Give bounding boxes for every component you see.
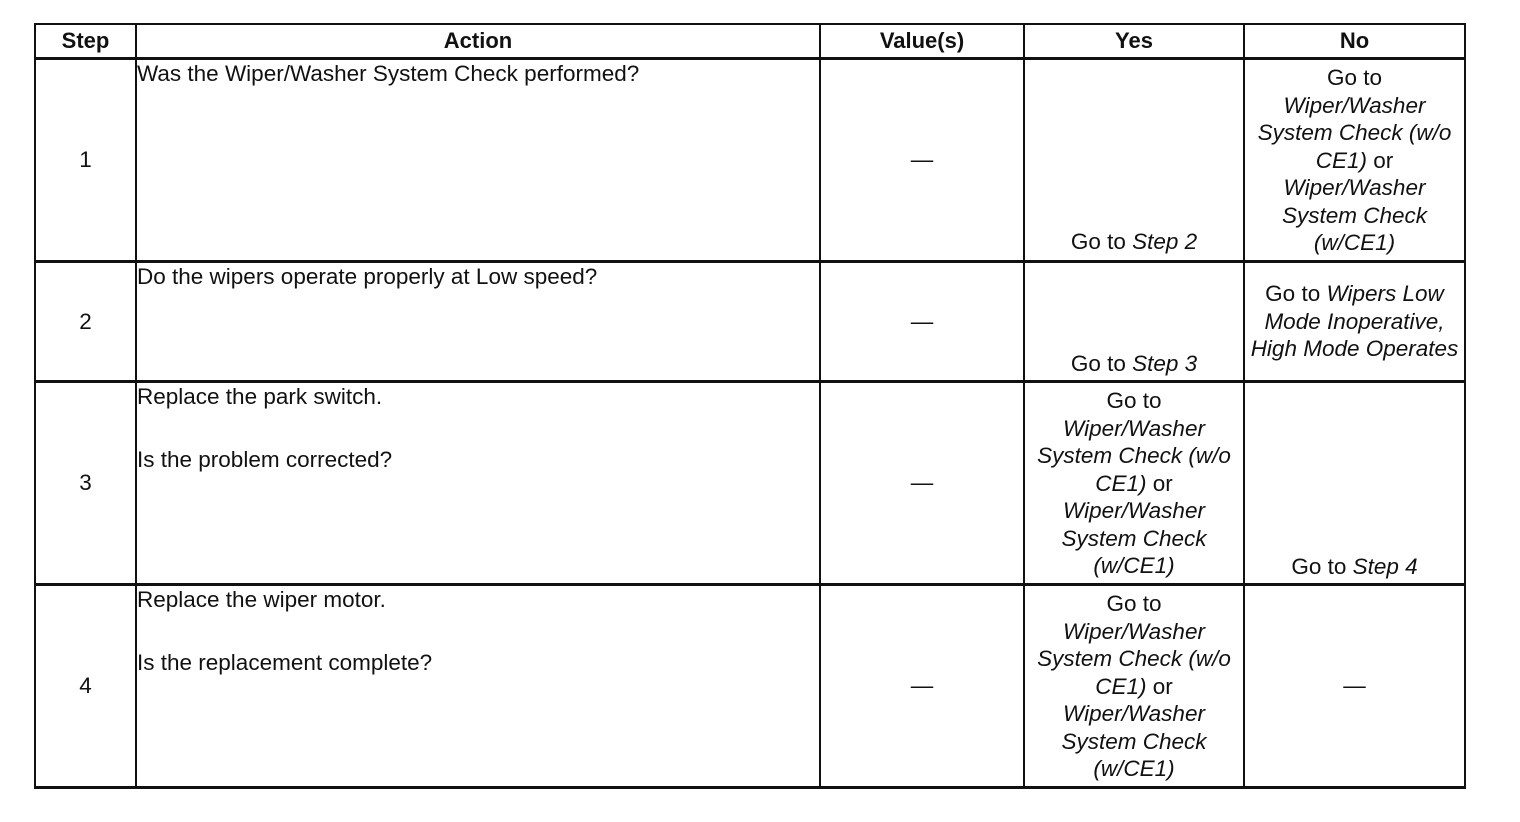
procedure-link[interactable]: Wiper/Washer System Check (w/CE1): [1281, 175, 1428, 255]
procedure-link[interactable]: Wiper/Washer System Check (w/o CE1): [1037, 415, 1231, 496]
header-values: Value(s): [820, 24, 1024, 59]
action-text: Replace the wiper motor.: [137, 587, 386, 612]
or-text: or: [1146, 673, 1173, 699]
action-question: Is the replacement complete?: [137, 649, 433, 675]
value-cell: —: [820, 585, 1024, 788]
header-step: Step: [35, 24, 136, 59]
no-cell: [1244, 262, 1465, 382]
procedure-link[interactable]: Wipers Low Mode Inoperative, High Mode Operates: [1250, 281, 1459, 362]
header-action: Action: [136, 24, 820, 59]
go-to-text: Go to: [1291, 553, 1353, 579]
action-text: Was the Wiper/Washer System Check performed?: [137, 61, 640, 86]
step-link[interactable]: Step 3: [1132, 350, 1198, 376]
procedure-link[interactable]: Wiper/Washer System Check (w/CE1): [1061, 498, 1207, 578]
action-cell: [136, 59, 820, 262]
table-row: [35, 585, 1465, 788]
yes-cell: [1024, 59, 1244, 262]
action-cell: [136, 585, 820, 788]
table-row: [35, 382, 1465, 585]
table-row: [35, 262, 1465, 382]
step-number: 3: [35, 382, 136, 585]
action-text: Do the wipers operate properly at Low speed?: [137, 264, 598, 289]
action-cell: [136, 262, 820, 382]
no-cell: [1244, 59, 1465, 262]
go-to-text: Go to: [1070, 228, 1133, 254]
no-cell: [1244, 382, 1465, 585]
diagnostic-table: [34, 23, 1466, 789]
procedure-link[interactable]: Wiper/Washer System Check (w/CE1): [1061, 701, 1207, 781]
step-number: 4: [35, 585, 136, 788]
action-cell: [136, 382, 820, 585]
header-no: No: [1244, 24, 1465, 59]
go-to-text: Go to: [1265, 281, 1327, 307]
go-to-text: Go to: [1106, 388, 1162, 413]
go-to-text: Go to: [1326, 65, 1383, 90]
step-link[interactable]: Step 2: [1132, 228, 1198, 254]
step-number: 2: [35, 262, 136, 382]
step-link[interactable]: Step 4: [1352, 553, 1418, 579]
procedure-link[interactable]: Wiper/Washer System Check (w/o CE1): [1257, 92, 1452, 173]
value-cell: —: [820, 262, 1024, 382]
yes-cell: [1024, 585, 1244, 788]
table-row: [35, 59, 1465, 262]
value-cell: —: [820, 382, 1024, 585]
action-text: Replace the park switch.: [137, 384, 383, 409]
go-to-text: Go to: [1070, 350, 1133, 376]
header-yes: Yes: [1024, 24, 1244, 59]
header-row: [35, 24, 1465, 59]
yes-cell: [1024, 262, 1244, 382]
yes-cell: [1024, 382, 1244, 585]
value-cell: —: [820, 59, 1024, 262]
action-question: Is the problem corrected?: [137, 446, 393, 472]
step-number: 1: [35, 59, 136, 262]
procedure-link[interactable]: Wiper/Washer System Check (w/o CE1): [1037, 618, 1231, 699]
go-to-text: Go to: [1106, 591, 1162, 616]
or-text: or: [1367, 147, 1394, 173]
or-text: or: [1146, 470, 1173, 496]
no-cell: —: [1244, 585, 1465, 788]
